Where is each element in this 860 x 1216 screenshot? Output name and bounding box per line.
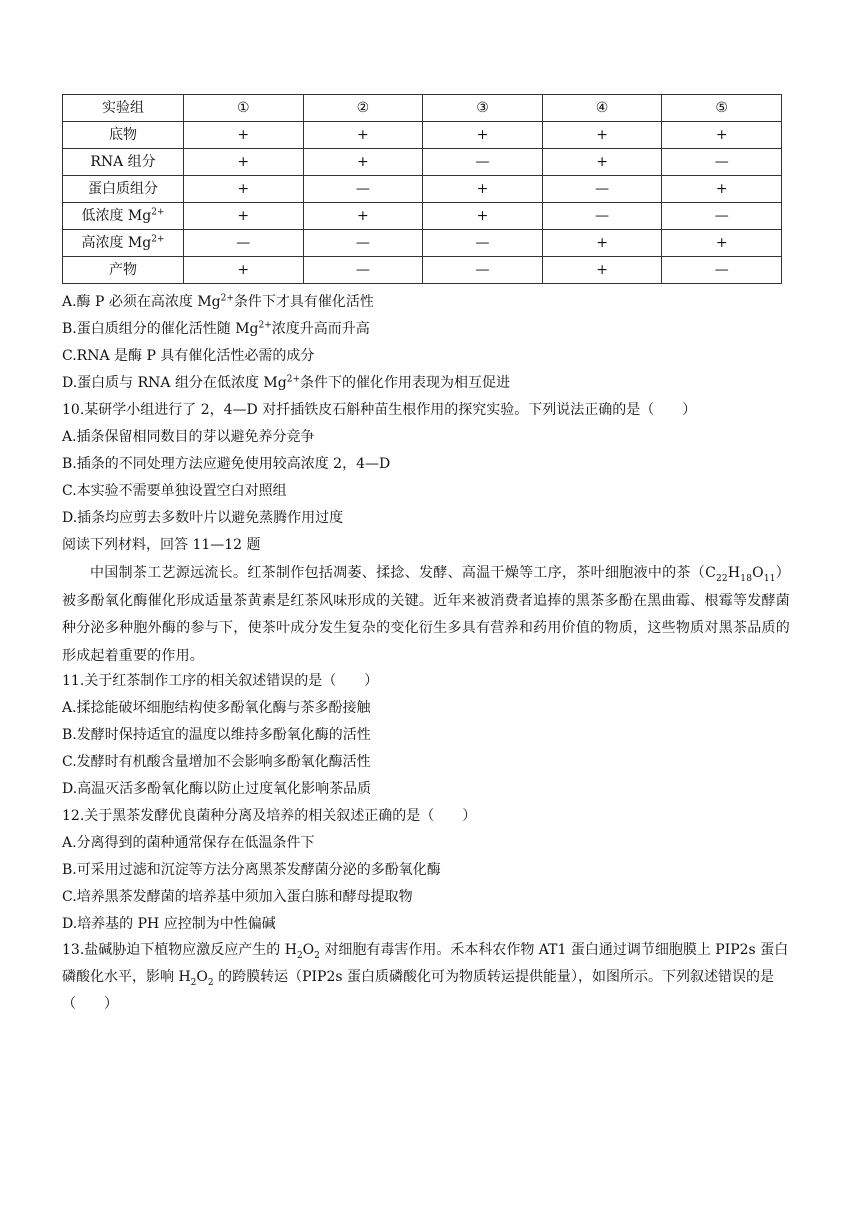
experiment-table [62,94,782,284]
q11-stem: 11.关于红茶制作工序的相关叙述错误的是（ ） [62,673,379,689]
table-cell: + [423,203,543,230]
table-header-cell: ① [184,95,304,122]
table-row [63,203,782,230]
table-header-row [63,95,782,122]
table-cell: — [662,149,782,176]
table-cell: + [542,149,662,176]
table-cell: — [542,203,662,230]
table-cell: — [662,257,782,284]
table-cell: — [303,257,423,284]
q9-option-d: D.蛋白质与 RNA 组分在低浓度 $Mg^{2+}$条件下的催化作用表现为相互促进 [62,374,511,391]
reading-intro: 阅读下列材料，回答 11—12 题 [62,537,261,553]
row-label: 蛋白质组分 [63,176,184,203]
q10-option-c: C.本实验不需要单独设置空白对照组 [62,483,287,499]
table-cell: + [184,122,304,149]
table-cell: — [542,176,662,203]
reading-passage: 中国制茶工艺源远流长。红茶制作包括凋萎、揉捻、发酵、高温干燥等工序，茶叶细胞液中的茶$(C_{22}H_{18}O_{11})$被多酚氧化酶催化形成适量茶黄素是红茶风味形成的关键。近年来被消费者追捧的黑茶多酚在黑曲霉、根霉等发酵菌种分泌多种胞外酶的参与下，使茶叶成分发生复杂的变化衍生多具有营养和药用价值的物质，这些物质对黑茶品质的形成起着重要的作用。 [62,565,790,664]
table-row [63,230,782,257]
table-row [63,149,782,176]
table-cell: + [184,176,304,203]
q13-stem: 13.盐碱胁迫下植物应激反应产生的 $H_2O_2$ 对细胞有毒害作用。禾本科农作物 AT1 蛋白通过调节细胞膜上 PIP2s 蛋白磷酸化水平，影响 $H_2O_2$ 的跨膜转运（PIP2s 蛋白质磷酸化可为物质转运提供能量），如图所示。下列叙述错误的是（ ） [62,942,789,1012]
q12-stem: 12.关于黑茶发酵优良菌种分离及培养的相关叙述正确的是（ ） [62,808,477,824]
q10-stem: 10.某研学小组进行了 2，4—D 对扦插铁皮石斛种苗生根作用的探究实验。下列说法正确的是（ ） [62,402,697,418]
row-label: 产物 [63,257,184,284]
table-row [63,122,782,149]
table-cell: + [303,203,423,230]
table-header-cell: ⑤ [662,95,782,122]
table-cell: + [423,122,543,149]
q11-option-d: D.高温灭活多酚氧化酶以防止过度氧化影响茶品质 [62,781,372,797]
q11-option-b: B.发酵时保持适宜的温度以维持多酚氧化酶的活性 [62,727,371,743]
table-cell: — [423,257,543,284]
q12-option-b: B.可采用过滤和沉淀等方法分离黑茶发酵菌分泌的多酚氧化酶 [62,862,441,878]
table-cell: + [423,176,543,203]
table-cell: + [662,230,782,257]
table-cell: — [303,230,423,257]
table-row [63,176,782,203]
table-cell: + [303,149,423,176]
table-cell: — [662,203,782,230]
q10-option-b: B.插条的不同处理方法应避免使用较高浓度 2，4—D [62,456,391,472]
table-cell: — [303,176,423,203]
table-header-cell: ② [303,95,423,122]
row-label: 高浓度 $Mg^{2+}$ [63,230,184,257]
table-cell: + [184,203,304,230]
q12-option-c: C.培养黑茶发酵菌的培养基中须加入蛋白胨和酵母提取物 [62,889,413,905]
table-cell: — [184,230,304,257]
q10-option-a: A.插条保留相同数目的芽以避免养分竞争 [62,429,315,445]
table-cell: — [423,230,543,257]
table-header-cell: ③ [423,95,543,122]
table-cell: + [542,230,662,257]
table-header-cell: 实验组 [63,95,184,122]
table-header-cell: ④ [542,95,662,122]
q11-option-a: A.揉捻能破坏细胞结构使多酚氧化酶与茶多酚接触 [62,700,371,716]
q12-option-d: D.培养基的 PH 应控制为中性偏碱 [62,916,276,932]
table-cell: + [542,122,662,149]
table-cell: + [303,122,423,149]
table-cell: + [184,257,304,284]
row-label: 低浓度 $Mg^{2+}$ [63,203,184,230]
table-cell: + [184,149,304,176]
table-cell: + [542,257,662,284]
q11-option-c: C.发酵时有机酸含量增加不会影响多酚氧化酶活性 [62,754,371,770]
table-cell: — [423,149,543,176]
q9-option-b: B.蛋白质组分的催化活性随 $Mg^{2+}$浓度升高而升高 [62,320,370,337]
q9-option-c: C.RNA 是酶 P 具有催化活性必需的成分 [62,348,315,364]
q12-option-a: A.分离得到的菌种通常保存在低温条件下 [62,835,315,851]
table-cell: + [662,122,782,149]
table-row [63,257,782,284]
row-label: RNA 组分 [63,149,184,176]
row-label: 底物 [63,122,184,149]
table-cell: + [662,176,782,203]
q9-option-a: A.酶 P 必须在高浓度 $Mg^{2+}$条件下才具有催化活性 [62,293,374,310]
q10-option-d: D.插条均应剪去多数叶片以避免蒸腾作用过度 [62,510,344,526]
